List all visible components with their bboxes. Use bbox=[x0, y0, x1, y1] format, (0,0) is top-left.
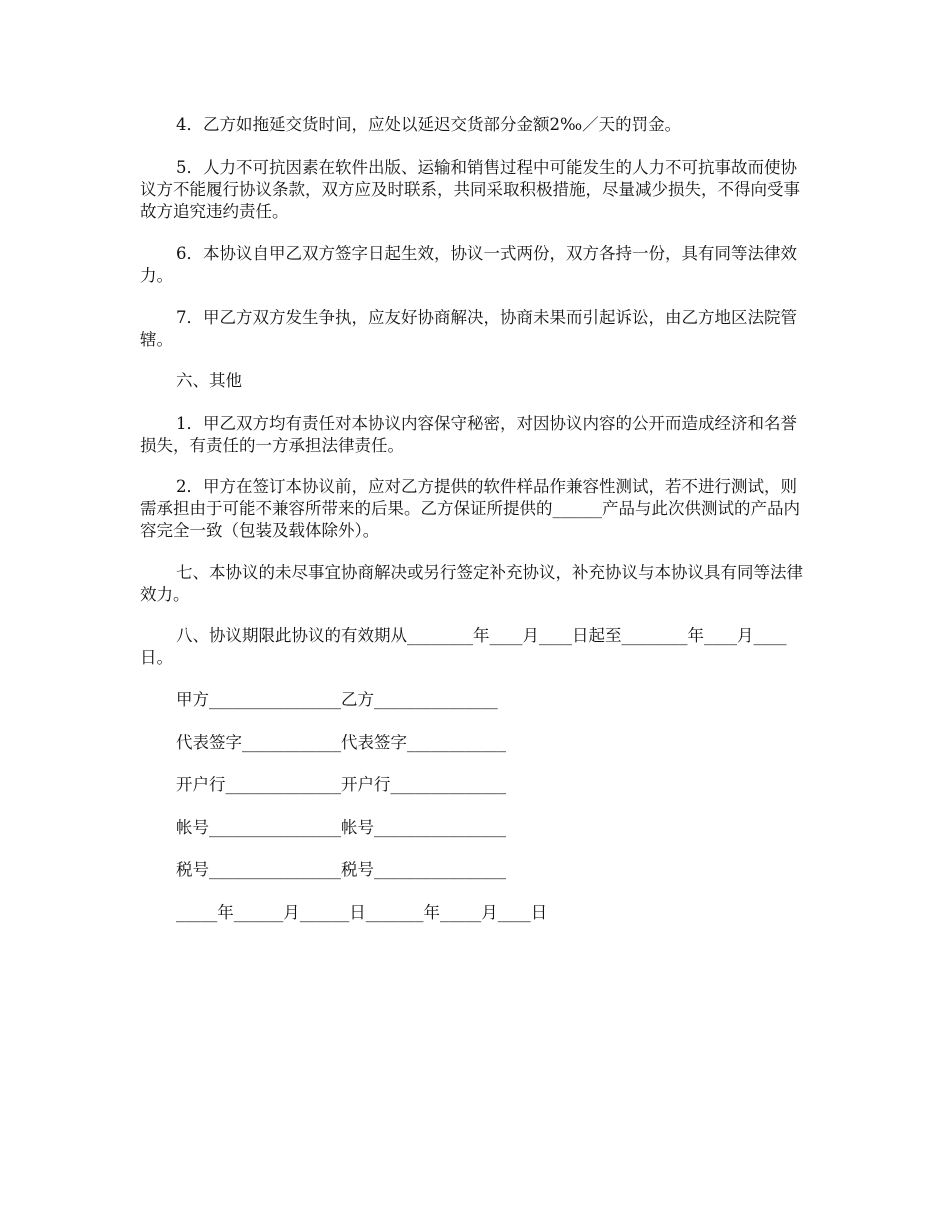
clause-5-force-majeure: 5．人力不可抗因素在软件出版、运输和销售过程中可能发生的人力不可抗事故而使协议方不能履行协议条款，双方应及时联系，共同采取积极措施，尽量减少损失，不得向受事故方追究违约责任。 bbox=[140, 158, 800, 221]
signature-account-line: 帐号________________帐号________________ bbox=[176, 818, 506, 837]
signature-representative-line: 代表签字____________代表签字____________ bbox=[176, 733, 506, 752]
clause-4-late-delivery: 4．乙方如拖延交货时间，应处以延迟交货部分金额2‰／天的罚金。 bbox=[176, 115, 682, 134]
clause-6-effective: 6．本协议自甲乙双方签字日起生效，协议一式两份，双方各持一份，具有同等法律效力。 bbox=[140, 244, 797, 285]
signature-tax-line: 税号________________税号________________ bbox=[176, 860, 506, 879]
signature-bank-line: 开户行______________开户行______________ bbox=[176, 775, 506, 794]
section-6-heading: 六、其他 bbox=[176, 371, 242, 390]
signature-party-line: 甲方________________乙方_______________ bbox=[176, 690, 498, 709]
section-8-term: 八、协议期限此协议的有效期从________年____月____日起至________年____月____日。 bbox=[140, 626, 787, 667]
clause-other-1-confidentiality: 1．甲乙双方均有责任对本协议内容保守秘密，对因协议内容的公开而造成经济和名誉损失，有责任的一方承担法律责任。 bbox=[140, 414, 797, 455]
clause-other-2-compatibility: 2．甲方在签订本协议前，应对乙方提供的软件样品作兼容性测试，若不进行测试，则需承担由于可能不兼容所带来的后果。乙方保证所提供的______产品与此次供测试的产品内容完全一致（包装及载体除外）。 bbox=[140, 477, 800, 540]
section-7-supplement: 七、本协议的未尽事宜协商解决或另行签定补充协议，补充协议与本协议具有同等法律效力。 bbox=[140, 563, 803, 604]
signature-date-line: _____年______月______日_______年_____月____日 bbox=[176, 903, 548, 922]
clause-7-dispute: 7．甲乙方双方发生争执，应友好协商解决，协商未果而引起诉讼，由乙方地区法院管辖。 bbox=[140, 308, 797, 349]
